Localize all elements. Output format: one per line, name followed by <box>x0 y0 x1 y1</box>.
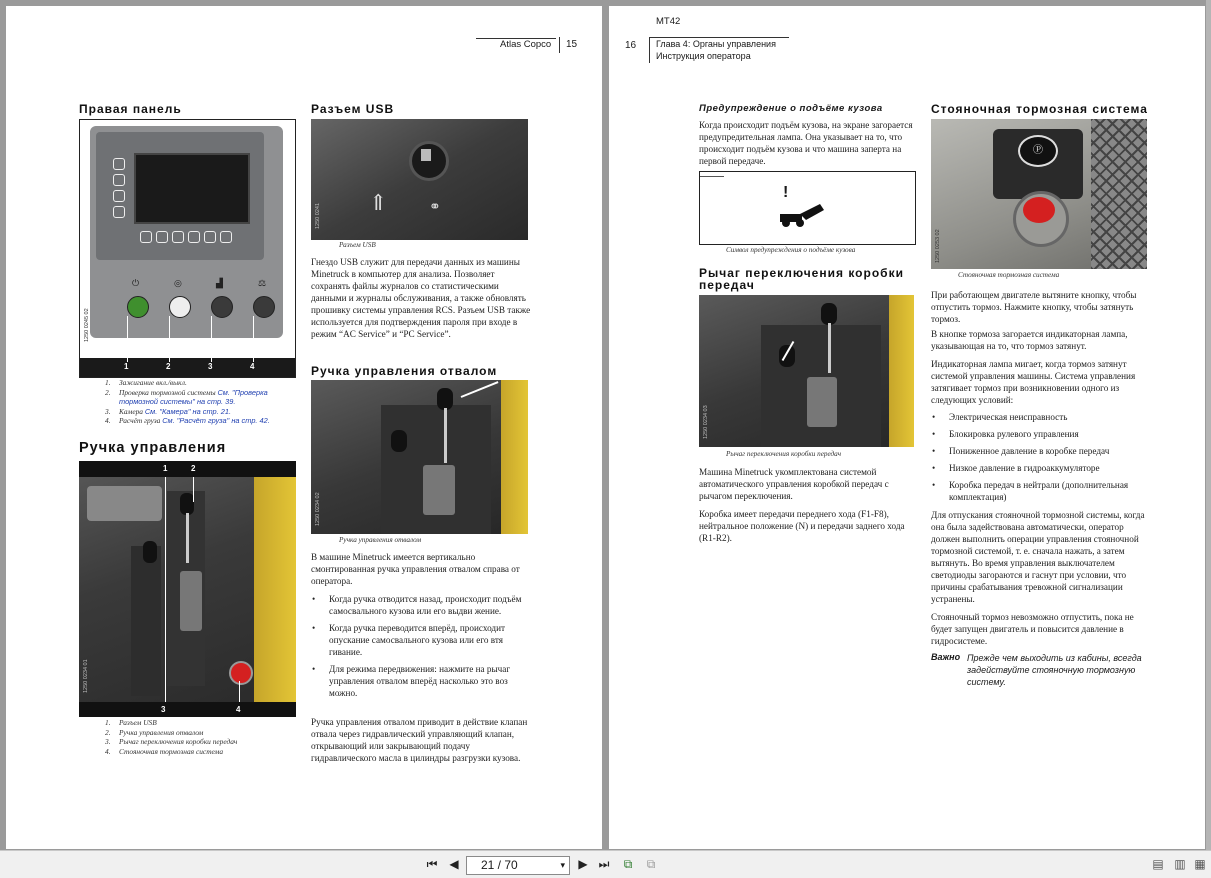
camera-button <box>211 296 233 318</box>
bullet-item: • Коробка передач в нейтрали (дополнительная комплектация) <box>931 479 1149 503</box>
gear-lever-photo <box>699 295 914 447</box>
blade-handle-outro: Ручка управления отвалом приводит в действие клапан отвала через гидравлический управляющий клапан, открывающий или закрывающий подачу гидравлического масла в цилиндры разгрузки кузова. <box>311 717 528 763</box>
section-title-blade-handle: Ручка управления отвалом <box>311 364 498 378</box>
gear-lever-p2: Коробка имеет передачи переднего хода (F1-F8), нейтральное положение (N) и передачи заднего хода (R1-R2). <box>699 509 905 543</box>
camera-icon: ▟ <box>216 279 223 289</box>
legend-item: 4. Стояночная тормозная система <box>105 746 224 756</box>
bullet-item: • Электрическая неисправность <box>931 411 1149 423</box>
control-handle-photo <box>79 461 296 717</box>
continuous-view-icon[interactable]: ▥ <box>1174 857 1186 871</box>
exclamation-icon: ! <box>783 184 789 201</box>
parking-brake-p4: Для отпускания стояночной тормозной системы, когда она была задействована автоматически, оператор должен выполнить операции управления стояночной тормозной системой, т. е. сначала нажать, а затем вытянуть. Во время управления выключателем светодиоды загораются и гаснут при условии, что причины срабатывания тревожной сигнализации устранены. <box>931 510 1145 604</box>
section-title-body-raise: Предупреждение о подъёме кузова <box>699 103 883 114</box>
fit-page-icon[interactable]: ⧉ <box>623 857 633 871</box>
callout-4: 4 <box>236 705 241 714</box>
two-page-icon[interactable]: ⧉ <box>646 857 656 871</box>
warning-symbol-caption: Символ предупреждения о подъёме кузова <box>726 246 856 254</box>
parking-brake-p3: Индикаторная лампа мигает, когда тормоз затянут системой управления машины. Система управления затягивает тормоз при возникновении одного из следующих условий: <box>931 359 1136 405</box>
last-page-icon[interactable]: ⏭ <box>598 857 610 871</box>
gear-knob <box>143 541 157 563</box>
parking-brake-caption: Стояночная тормозная система <box>958 271 1060 279</box>
callout-line <box>253 316 254 362</box>
brake-red-button <box>1023 197 1055 223</box>
manual-title: Инструкция оператора <box>656 51 751 61</box>
yellow-frame <box>501 380 528 534</box>
callout-4: 4 <box>250 362 255 371</box>
legend-item: 1. Зажигание вкл./выкл. <box>105 378 187 387</box>
right-panel-legend <box>105 378 305 426</box>
gear-lever-grip <box>180 571 202 631</box>
callout-line <box>193 477 194 502</box>
legend-item: 2. Проверка тормозной системы См. "Проверка тормозной системы" на стр. 39. <box>105 387 268 406</box>
gear-lever-caption: Рычаг переключения коробки передач <box>726 450 842 458</box>
usb-caption: Разъем USB <box>339 241 376 249</box>
callout-line <box>169 316 170 362</box>
callout-bar <box>79 461 296 477</box>
blade-handle-knob <box>821 303 837 325</box>
blade-handle-shaft <box>828 323 831 373</box>
usb-text: Гнездо USB служит для передачи данных из машины Minetruck в компьютер для анализа. Позволяет сохранять файлы журналов со статистическими данными и журналы обслуживания, а также обновлять прошивку системы управления RCS. Разъем USB также используется для подтверждения пароля при входе в режим “AC Service” и “PC Service”. <box>311 257 531 339</box>
scale-icon: ⚖ <box>258 279 267 289</box>
callout-3: 3 <box>208 362 213 371</box>
mesh-guard <box>1091 119 1147 269</box>
section-title-right-panel: Правая панель <box>79 102 182 116</box>
legend-item: 3. Рычаг переключения коробки передач <box>105 737 238 746</box>
bottom-key <box>188 231 200 243</box>
callout-2: 2 <box>191 464 196 473</box>
parking-symbol-icon: Ⓟ <box>1018 135 1058 167</box>
ignition-button <box>127 296 149 318</box>
panel-body <box>90 126 283 338</box>
blade-handle-intro: В машине Minetruck имеется вертикально смонтированная ручка управления отвалом справа от оператора. <box>311 552 520 586</box>
facing-view-icon[interactable]: ▦ <box>1194 857 1206 871</box>
side-key <box>113 158 125 170</box>
blade-handle-shaft <box>186 513 189 563</box>
bullet-item: • Блокировка рулевого управления <box>931 428 1149 440</box>
yellow-frame <box>254 477 296 702</box>
callout-bar <box>80 358 295 377</box>
gear-lever-p1: Машина Minetruck укомплектована системой автоматического управления коробкой передач с рычагом переключения. <box>699 467 889 501</box>
legend-item: 4. Расчёт груза См. "Расчёт груза" на стр. 42. <box>105 416 270 425</box>
bottom-key <box>220 231 232 243</box>
bottom-key <box>156 231 168 243</box>
callout-line <box>239 681 240 702</box>
parking-brake-p2: В кнопке тормоза загорается индикаторная лампа, указывающая на то, что тормоз затянут. <box>931 329 1128 351</box>
right-panel-figure <box>79 119 296 378</box>
power-icon: ⏻ <box>132 279 140 289</box>
bottom-key <box>204 231 216 243</box>
warning-symbol-box <box>699 171 916 245</box>
callout-line <box>127 316 128 362</box>
brake-icon: ◎ <box>174 279 182 289</box>
pointer-arrow <box>461 381 499 398</box>
right-page <box>609 6 1205 849</box>
section-title-control-handle: Ручка управления <box>79 440 227 456</box>
next-page-icon[interactable]: ▶ <box>578 857 588 871</box>
figure-id: 1250 0234 01 <box>83 659 89 693</box>
page-number-left: 15 <box>566 39 578 50</box>
parking-brake-bullets <box>931 411 1149 508</box>
legend-item: 1. Разъем USB <box>105 718 157 727</box>
box-tick <box>700 176 724 177</box>
usb-socket <box>409 141 449 181</box>
callout-1: 1 <box>163 464 168 473</box>
chevron-down-icon[interactable]: ▾ <box>560 860 565 870</box>
figure-id: 1250 0253 02 <box>935 229 941 263</box>
figure-id: 1250 0234 03 <box>703 405 709 439</box>
important-label: Важно <box>931 652 961 662</box>
console <box>131 546 161 696</box>
blade-handle-shaft <box>444 408 447 463</box>
callout-3: 3 <box>161 705 166 714</box>
header-divider <box>559 37 560 53</box>
figure-id: 1250 0234 02 <box>315 492 321 526</box>
previous-page-icon[interactable]: ◀ <box>449 857 459 871</box>
brake-test-button <box>169 296 191 318</box>
lever-grip <box>423 465 455 515</box>
callout-line <box>211 316 212 362</box>
bottom-key <box>140 231 152 243</box>
single-page-view-icon[interactable]: ▤ <box>1152 857 1164 871</box>
figure-id: 1250 0241 <box>315 203 321 229</box>
legend-item: 2. Ручка управления отвалом <box>105 727 204 737</box>
yellow-frame <box>889 295 914 447</box>
figure-id: 1250 0245 02 <box>84 308 90 342</box>
cross-ref-link[interactable]: См. "Расчёт груза" на стр. 42. <box>162 416 270 425</box>
header-divider <box>649 37 650 63</box>
bottom-key <box>172 231 184 243</box>
callout-line <box>165 477 166 702</box>
body-raise-text: Когда происходит подъём кузова, на экране загорается предупредительная лампа. Она указывает на то, что происходит подъём кузова и что машина заперта на первой передаче. <box>699 120 913 166</box>
chapter-title: Глава 4: Органы управления <box>656 39 776 49</box>
page-number-right: 16 <box>625 40 637 51</box>
parking-brake-p1: При работающем двигателе вытяните кнопку, чтобы отпустить тормоз. Нажмите кнопку, чтобы затянуть тормоз. <box>931 290 1137 324</box>
blade-handle-knob <box>180 493 194 515</box>
bullet-item: • Пониженное давление в коробке передач <box>931 445 1149 457</box>
parking-brake-button <box>229 661 253 685</box>
parking-brake-p5: Стояночный тормоз невозможно отпустить, пока не будет запущен двигатель и повысится давление в гидросистеме. <box>931 612 1134 646</box>
side-key <box>113 174 125 186</box>
page-indicator: 21 / 70 <box>481 858 518 872</box>
bullet-item: • Когда ручка отводится назад, происходит подъём самосвального кузова или его выдви жение. <box>311 593 528 617</box>
display-screen <box>134 153 250 224</box>
bullet-item: • Для режима передвижения: нажмите на рычаг управления отвалом вперёд насколько это воз можно. <box>311 663 528 699</box>
model-name: MT42 <box>656 16 681 27</box>
gear-knob <box>391 430 407 452</box>
side-key <box>113 206 125 218</box>
bullet-item: • Низкое давление в гидроаккумуляторе <box>931 462 1149 474</box>
usb-cap <box>421 149 431 161</box>
tree-icon: ⇑ <box>369 191 388 216</box>
parking-brake-photo <box>931 119 1147 269</box>
blade-handle-knob <box>437 388 453 410</box>
callout-2: 2 <box>166 362 171 371</box>
section-title-gear-lever: Рычаг переключения коробки передач <box>699 266 904 292</box>
legend-item: 3. Камера См. "Камера" на стр. 21. <box>105 406 232 416</box>
left-page <box>6 6 602 849</box>
section-title-usb: Разъем USB <box>311 102 395 116</box>
bullet-item: • Когда ручка переводится вперёд, происходит опускание самосвального кузова или его втя гивание. <box>311 622 528 658</box>
callout-1: 1 <box>124 362 129 371</box>
load-calc-button <box>253 296 275 318</box>
display-bezel <box>96 132 264 260</box>
page-number-field[interactable] <box>466 856 570 875</box>
header-rule <box>649 37 789 38</box>
switch-panel <box>87 486 162 521</box>
blade-handle-photo <box>311 380 528 534</box>
cross-ref-link[interactable]: См. "Камера" на стр. 21. <box>144 406 232 416</box>
blade-handle-caption: Ручка управления отвалом <box>339 536 422 544</box>
cross-ref-link[interactable]: См. "Проверка тормозной системы" на стр. 39. <box>119 387 268 406</box>
dump-truck-icon <box>778 202 826 228</box>
usb-photo <box>311 119 528 240</box>
brand-name: Atlas Copco <box>500 39 552 50</box>
first-page-icon[interactable]: ⏮ <box>426 857 438 871</box>
usb-symbol-icon: ⚭ <box>429 199 441 215</box>
scrollbar-track[interactable] <box>1206 0 1211 850</box>
viewer-toolbar <box>0 850 1211 878</box>
control-handle-legend <box>105 718 305 756</box>
side-key <box>113 190 125 202</box>
important-text: Прежде чем выходить из кабины, всегда задействуйте стояночную тормозную систему. <box>967 653 1142 687</box>
lever-grip <box>807 377 837 427</box>
blade-handle-bullets <box>311 593 528 704</box>
callout-bar <box>79 702 296 717</box>
section-title-parking-brake: Стояночная тормозная система <box>931 102 1148 116</box>
